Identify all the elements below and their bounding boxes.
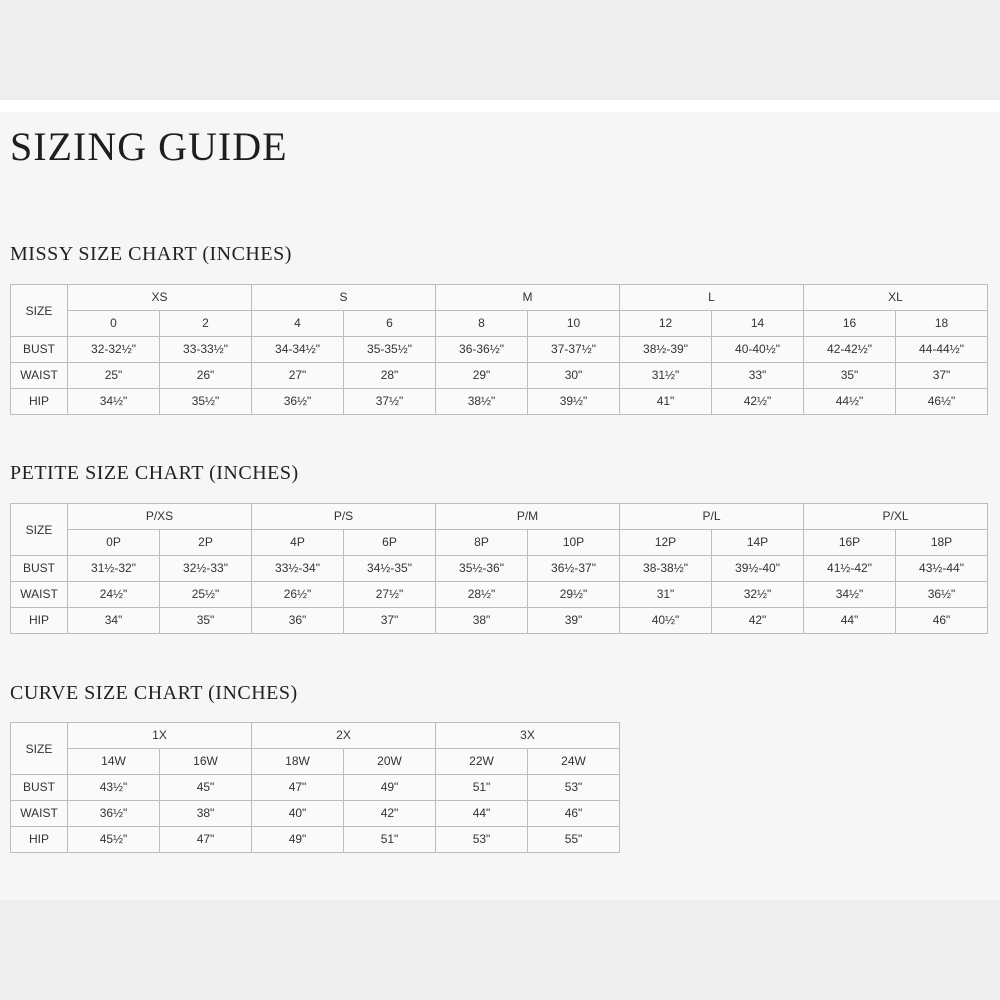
row-label: BUST xyxy=(11,775,68,801)
table-cell: 39½" xyxy=(528,389,620,415)
petite-size-table xyxy=(10,503,988,634)
table-cell: 36½" xyxy=(252,389,344,415)
table-row xyxy=(11,775,620,801)
size-number: 8P xyxy=(436,530,528,556)
row-label: WAIST xyxy=(11,363,68,389)
table-cell: 24½" xyxy=(68,582,160,608)
table-cell: 35" xyxy=(160,608,252,634)
petite-chart-title: PETITE SIZE CHART (INCHES) xyxy=(10,462,299,484)
table-cell: 40-40½" xyxy=(712,337,804,363)
table-cell: 31½" xyxy=(620,363,712,389)
table-cell: 49" xyxy=(344,775,436,801)
table-cell: 37" xyxy=(344,608,436,634)
table-cell: 36½-37" xyxy=(528,556,620,582)
group-header: XS xyxy=(68,285,252,311)
row-label: BUST xyxy=(11,337,68,363)
table-cell: 26" xyxy=(160,363,252,389)
top-gap xyxy=(0,100,1000,112)
table-cell: 47" xyxy=(160,827,252,853)
size-number: 2P xyxy=(160,530,252,556)
size-number: 22W xyxy=(436,749,528,775)
table-cell: 43½-44" xyxy=(896,556,988,582)
group-header: S xyxy=(252,285,436,311)
group-header: P/XL xyxy=(804,504,988,530)
table-row xyxy=(11,337,988,363)
table-row xyxy=(11,608,988,634)
row-label: HIP xyxy=(11,389,68,415)
size-number: 10P xyxy=(528,530,620,556)
table-cell: 36½" xyxy=(896,582,988,608)
table-cell: 38" xyxy=(436,608,528,634)
size-number: 14 xyxy=(712,311,804,337)
table-cell: 29" xyxy=(436,363,528,389)
table-cell: 37-37½" xyxy=(528,337,620,363)
table-cell: 44" xyxy=(804,608,896,634)
size-number: 4P xyxy=(252,530,344,556)
missy-chart-title: MISSY SIZE CHART (INCHES) xyxy=(10,243,292,265)
table-cell: 37½" xyxy=(344,389,436,415)
table-row xyxy=(11,556,988,582)
table-cell: 25" xyxy=(68,363,160,389)
size-header: SIZE xyxy=(11,504,68,556)
size-number: 2 xyxy=(160,311,252,337)
size-number: 6P xyxy=(344,530,436,556)
table-cell: 33½-34" xyxy=(252,556,344,582)
table-cell: 35½" xyxy=(160,389,252,415)
table-cell: 28½" xyxy=(436,582,528,608)
table-cell: 42-42½" xyxy=(804,337,896,363)
table-cell: 32½" xyxy=(712,582,804,608)
row-label: BUST xyxy=(11,556,68,582)
table-cell: 44½" xyxy=(804,389,896,415)
table-cell: 53" xyxy=(436,827,528,853)
size-number: 12P xyxy=(620,530,712,556)
size-number: 18 xyxy=(896,311,988,337)
table-cell: 34½-35" xyxy=(344,556,436,582)
table-cell: 55" xyxy=(528,827,620,853)
size-number: 8 xyxy=(436,311,528,337)
size-number: 14W xyxy=(68,749,160,775)
table-cell: 31½-32" xyxy=(68,556,160,582)
table-cell: 46½" xyxy=(896,389,988,415)
group-header: 1X xyxy=(68,723,252,749)
group-header: L xyxy=(620,285,804,311)
table-row xyxy=(11,801,620,827)
table-cell: 35-35½" xyxy=(344,337,436,363)
group-header: 2X xyxy=(252,723,436,749)
table-cell: 35½-36" xyxy=(436,556,528,582)
row-label: HIP xyxy=(11,608,68,634)
table-cell: 42" xyxy=(344,801,436,827)
table-cell: 32½-33" xyxy=(160,556,252,582)
table-cell: 41" xyxy=(620,389,712,415)
size-number: 16 xyxy=(804,311,896,337)
table-cell: 29½" xyxy=(528,582,620,608)
table-cell: 27" xyxy=(252,363,344,389)
table-cell: 44-44½" xyxy=(896,337,988,363)
size-number: 18P xyxy=(896,530,988,556)
page-title: SIZING GUIDE xyxy=(10,124,288,169)
size-number: 12 xyxy=(620,311,712,337)
size-number: 16W xyxy=(160,749,252,775)
table-cell: 34" xyxy=(68,608,160,634)
table-cell: 42½" xyxy=(712,389,804,415)
table-row xyxy=(11,582,988,608)
table-cell: 33-33½" xyxy=(160,337,252,363)
table-cell: 35" xyxy=(804,363,896,389)
size-header: SIZE xyxy=(11,285,68,337)
size-number: 0 xyxy=(68,311,160,337)
table-cell: 40½" xyxy=(620,608,712,634)
size-number: 6 xyxy=(344,311,436,337)
size-number: 0P xyxy=(68,530,160,556)
row-label: HIP xyxy=(11,827,68,853)
table-cell: 47" xyxy=(252,775,344,801)
row-label: WAIST xyxy=(11,582,68,608)
size-header: SIZE xyxy=(11,723,68,775)
table-row xyxy=(11,827,620,853)
table-cell: 36" xyxy=(252,608,344,634)
table-cell: 34½" xyxy=(68,389,160,415)
table-cell: 42" xyxy=(712,608,804,634)
table-cell: 49" xyxy=(252,827,344,853)
table-cell: 51" xyxy=(344,827,436,853)
table-cell: 41½-42" xyxy=(804,556,896,582)
missy-size-table xyxy=(10,284,988,415)
table-row xyxy=(11,363,988,389)
table-cell: 31" xyxy=(620,582,712,608)
table-cell: 37" xyxy=(896,363,988,389)
table-cell: 38-38½" xyxy=(620,556,712,582)
table-cell: 27½" xyxy=(344,582,436,608)
group-header: P/M xyxy=(436,504,620,530)
table-cell: 40" xyxy=(252,801,344,827)
size-number: 18W xyxy=(252,749,344,775)
bottom-band xyxy=(0,900,1000,1000)
table-cell: 46" xyxy=(896,608,988,634)
table-cell: 51" xyxy=(436,775,528,801)
table-cell: 33" xyxy=(712,363,804,389)
table-cell: 39½-40" xyxy=(712,556,804,582)
group-header: XL xyxy=(804,285,988,311)
top-band xyxy=(0,0,1000,100)
table-cell: 30" xyxy=(528,363,620,389)
size-number: 4 xyxy=(252,311,344,337)
table-cell: 25½" xyxy=(160,582,252,608)
group-header: P/L xyxy=(620,504,804,530)
table-cell: 28" xyxy=(344,363,436,389)
size-number: 10 xyxy=(528,311,620,337)
row-label: WAIST xyxy=(11,801,68,827)
table-cell: 43½" xyxy=(68,775,160,801)
group-header: 3X xyxy=(436,723,620,749)
table-cell: 26½" xyxy=(252,582,344,608)
table-cell: 39" xyxy=(528,608,620,634)
table-cell: 46" xyxy=(528,801,620,827)
table-cell: 45½" xyxy=(68,827,160,853)
table-cell: 45" xyxy=(160,775,252,801)
group-header: P/S xyxy=(252,504,436,530)
size-number: 14P xyxy=(712,530,804,556)
table-cell: 44" xyxy=(436,801,528,827)
size-number: 24W xyxy=(528,749,620,775)
table-cell: 34½" xyxy=(804,582,896,608)
table-cell: 53" xyxy=(528,775,620,801)
table-cell: 32-32½" xyxy=(68,337,160,363)
curve-size-table xyxy=(10,722,620,853)
size-number: 20W xyxy=(344,749,436,775)
table-cell: 38" xyxy=(160,801,252,827)
table-cell: 36-36½" xyxy=(436,337,528,363)
table-row xyxy=(11,389,988,415)
curve-chart-title: CURVE SIZE CHART (INCHES) xyxy=(10,682,298,704)
group-header: M xyxy=(436,285,620,311)
table-cell: 38½-39" xyxy=(620,337,712,363)
group-header: P/XS xyxy=(68,504,252,530)
table-cell: 34-34½" xyxy=(252,337,344,363)
table-cell: 36½" xyxy=(68,801,160,827)
size-number: 16P xyxy=(804,530,896,556)
table-cell: 38½" xyxy=(436,389,528,415)
